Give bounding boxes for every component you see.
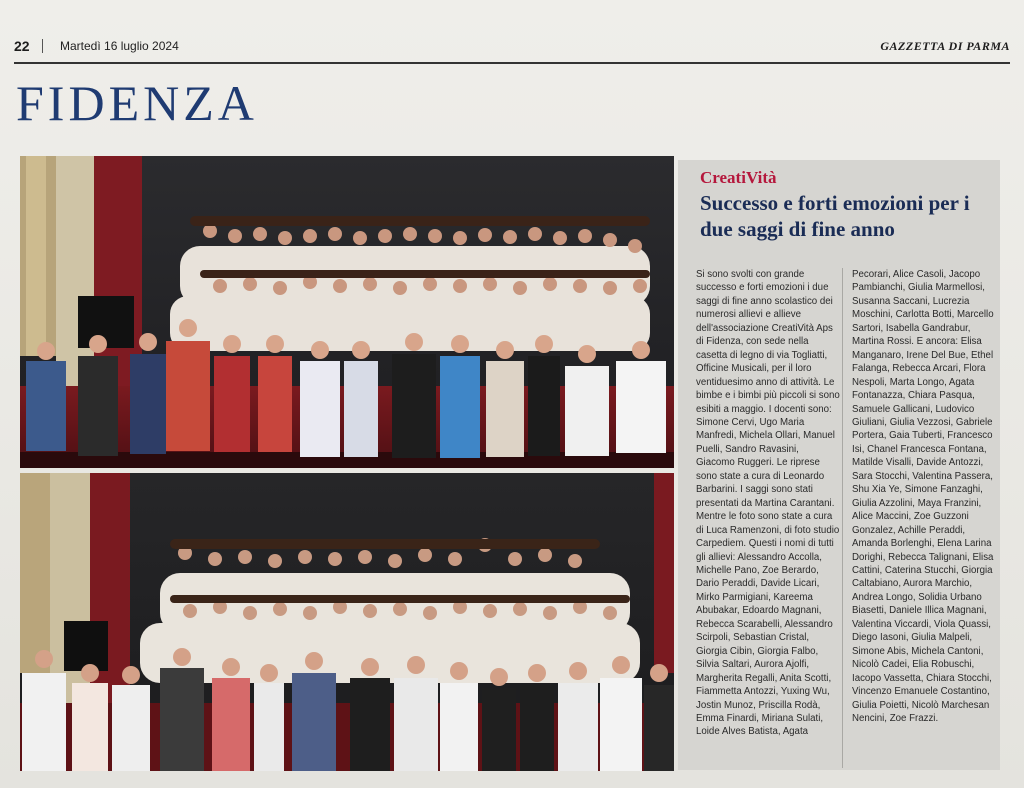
photo-group-1-image xyxy=(20,156,674,468)
masthead: GAZZETTA DI PARMA xyxy=(880,39,1010,53)
page-number: 22 xyxy=(14,38,30,54)
article-headline: Successo e forti emozioni per i due saggi di fine anno xyxy=(700,191,970,241)
section-title: FIDENZA xyxy=(16,75,258,131)
article-body-text: Si sono svolti con grande successo e forti emozioni i due saggi di fine anno scolastico dei numerosi allievi e allieve dell'associazione CreatiVità Aps di Fidenza, con sede nella casetta di legno di via Togliatti, Officine Musicali, per il loro ventiduesimo anno di attività. Le bimbe e i bimbi più piccoli si sono esibiti a maggio. I docenti sono: Simone Cervi, Ugo Maria Manfredi, Michela Ollari, Manuel Puelli, Sandro Ravasini, Giacomo Ruggeri. Le riprese sono state a cura di Leonardo Barbarini. I saggi sono stati presentati da Martina Carantani. Mentre le foto sono state a cura di Luca Ramenzoni, di foto studio Carpediem. Questi i nomi di tutti gli allievi: Alessandro Accolla, Michelle Pano, Zoe Berardo, Dario Peraddi, Davide Licari, Mirko Parmigiani, Kareema Abubakar, Edoardo Magnani, Rebecca Scarabelli, Alessandro Scirpoli, Sebastian Cristal, Giorgia Cibin, Giorgia Falbo, Silvia Saltari, Aurora Ajolfi, Margherita Regalli, Anita Scotti, Fiammetta Antozzi, Yuxing Wu, Jostin Munoz, Priscilla Rodà, Emma Finardi, Miriana Sulati, Loide Alves Batista, Agata Pecorari, Alice Casoli, Jacopo Pambianchi, Giulia Marmellosi, Susanna Saccani, Lucrezia Moschini, Carlotta Botti, Marcello Sartori, Isabella Gandrabur, Martina Rossi. E ancora: Elisa Manganaro, Irene Del Bue, Ethel Falanga, Rebecca Arcari, Flora Nespoli, Marta Longo, Agata Fontanazza, Chiara Pasqua, Samuele Gallicani, Ludovico Giuliani, Giulia Vezzosi, Gabriele Portera, Gaia Tuberti, Francesco Isi, Chanel Francesca Fontana, Matilde Visalli, Davide Antozzi, Sara Stocchi, Valentina Passera, Shu Xia Ye, Simone Fanzaghi, Giulia Azzolini, Maya Franzini, Alice Maccini, Zoe Guzzoni Gonzalez, Achille Peraddi, Amanda Borlenghi, Elena Larina Dorighi, Rebecca Talignani, Elisa Cattini, Caterina Stucchi, Giorgia Caltabiano, Aurora Marchio, Andrea Longo, Solidia Urbano Biasetti, Daniele Illica Magnani, Valentina Viccardi, Viola Quassi, Diego Iasoni, Giulia Malpeli, Simone Abis, Michela Cantoni, Nicolò Cadei, Elia Robuschi, Iacopo Vassetta, Chiara Stocchi, Vincenzo Emanuele Costantino, Giulia Poietti, Nicolò Marchesan Nencini, Zoe Frazzi. xyxy=(696,269,994,738)
article-body xyxy=(696,268,996,768)
photo-group-2-image xyxy=(20,473,674,771)
article-kicker: CreatiVità xyxy=(700,168,777,187)
header-rule xyxy=(14,62,1010,64)
photo-group-1 xyxy=(20,156,674,468)
issue-date: Martedì 16 luglio 2024 xyxy=(60,39,179,53)
header-divider xyxy=(42,39,43,53)
photo-group-2 xyxy=(20,473,674,771)
